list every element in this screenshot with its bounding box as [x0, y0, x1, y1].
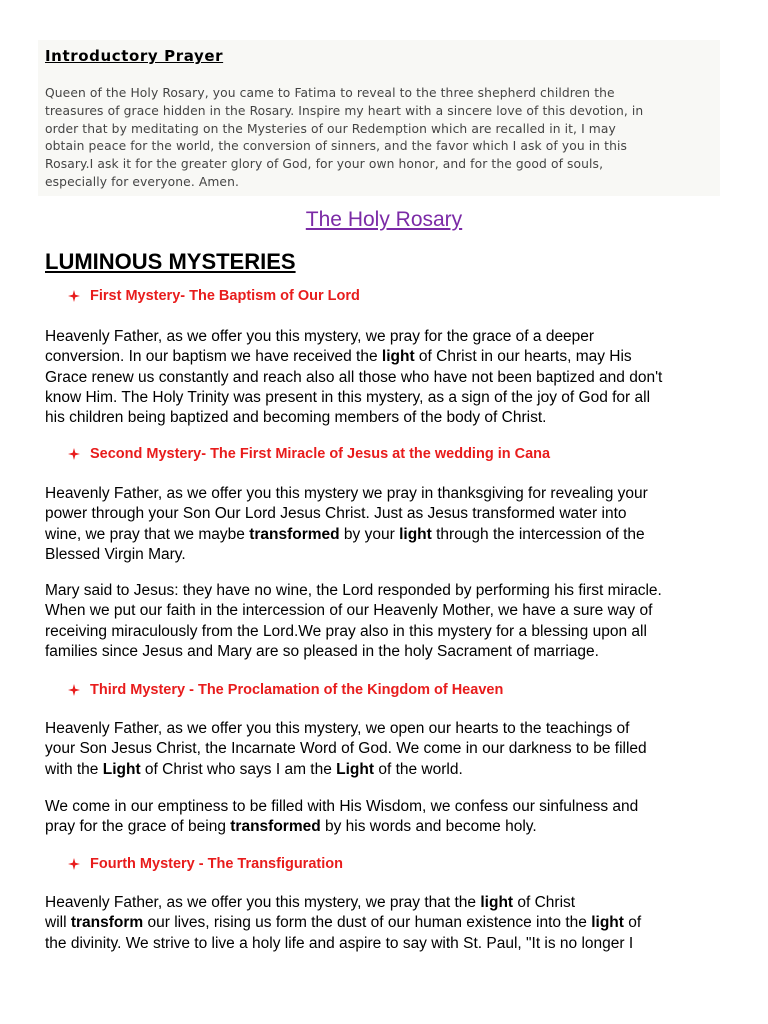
- paragraph-line: his children being baptized and becoming members of the body of Christ.: [45, 409, 547, 427]
- paragraph-line: power through your Son Our Lord Jesus Christ. Just as Jesus transformed water into: [45, 505, 627, 523]
- text-run: conversion. In our baptism we have received the: [45, 348, 382, 366]
- mystery-heading-text: Third Mystery - The Proclamation of the Kingdom of Heaven: [90, 682, 504, 698]
- intro-line: treasures of grace hidden in the Rosary. Inspire my heart with a sincere love of this devotion, in: [45, 103, 644, 118]
- paragraph-line: [45, 913, 745, 933]
- paragraph-line: receiving miraculously from the Lord.We pray also in this mystery for a blessing upon all: [45, 622, 647, 640]
- text-run: Heavenly Father, as we offer you this mystery, we pray that the: [45, 894, 481, 911]
- paragraph-3: [45, 581, 745, 662]
- paragraph-6: [45, 893, 745, 954]
- paragraph-line: Mary said to Jesus: they have no wine, the Lord responded by performing his first miracle.: [45, 582, 662, 599]
- paragraph-line: Heavenly Father, as we offer you this mystery, we pray for the grace of a deeper: [45, 328, 595, 345]
- paragraph-line: your Son Jesus Christ, the Incarnate Word of God. We come in our darkness to be filled: [45, 740, 647, 758]
- mystery-heading-2: [68, 446, 550, 462]
- mystery-heading-text: First Mystery- The Baptism of Our Lord: [90, 288, 360, 304]
- text-run: through the intercession of the: [431, 525, 645, 543]
- paragraph-line: families since Jesus and Mary are so pleased in the holy Sacrament of marriage.: [45, 642, 599, 660]
- diamond-bullet-icon: [68, 684, 80, 696]
- intro-line: Queen of the Holy Rosary, you came to Fatima to reveal to the three shepherd children the: [45, 86, 615, 100]
- text-run: will: [45, 914, 71, 932]
- paragraph-line: Grace renew us constantly and reach also all those who have not been baptized and don't: [45, 368, 663, 386]
- paragraph-2: [45, 484, 745, 565]
- mystery-heading-text: Second Mystery- The First Miracle of Jesus at the wedding in Cana: [90, 446, 551, 462]
- text-run: by your: [339, 525, 400, 543]
- mystery-heading-4: [68, 856, 343, 872]
- paragraph-line: know Him. The Holy Trinity was present in this mystery, as a sign of the joy of God for all: [45, 388, 651, 406]
- text-run: pray for the grace of being: [45, 818, 231, 836]
- bold-term: light: [381, 348, 415, 366]
- diamond-bullet-icon: [68, 448, 80, 460]
- mystery-heading-3: [68, 682, 503, 698]
- bold-term: light: [591, 914, 624, 932]
- paragraph-line: Heavenly Father, as we offer you this mystery we pray in thanksgiving for revealing your: [45, 485, 648, 502]
- intro-title: Introductory Prayer: [45, 47, 224, 65]
- paragraph-5: [45, 797, 745, 838]
- bold-term: transformed: [249, 525, 340, 543]
- intro-line: order that by meditating on the Mysteries of our Redemption which are recalled in it, I may: [45, 121, 616, 136]
- text-run: of: [623, 914, 642, 932]
- paragraph-line: [45, 760, 745, 780]
- text-run: our lives, rising us form the dust of our human existence into the: [143, 914, 592, 932]
- text-run: of Christ in our hearts, may His: [414, 348, 632, 366]
- paragraph-4: [45, 719, 745, 780]
- mystery-heading-1: [68, 288, 360, 304]
- paragraph-line: [45, 817, 745, 837]
- bold-term: transformed: [230, 818, 321, 836]
- intro-line: Rosary.I ask it for the greater glory of God, for your own honor, and for the good of souls,: [45, 157, 604, 172]
- document-title: The Holy Rosary: [305, 208, 463, 231]
- bold-term: transform: [70, 914, 144, 932]
- bold-term: light: [480, 894, 514, 911]
- paragraph-line: We come in our emptiness to be filled with His Wisdom, we confess our sinfulness and: [45, 798, 639, 815]
- paragraph-line: [45, 525, 745, 545]
- bold-term: Light: [336, 760, 375, 778]
- text-run: with the: [45, 760, 103, 778]
- bold-term: Light: [102, 760, 141, 778]
- diamond-bullet-icon: [68, 858, 80, 870]
- intro-prayer-text: [45, 85, 725, 192]
- paragraph-1: [45, 327, 745, 428]
- intro-line: obtain peace for the world, the conversion of sinners, and the favor which I ask of you in this: [45, 139, 627, 154]
- text-run: by his words and become holy.: [320, 818, 537, 836]
- text-run: wine, we pray that we maybe: [45, 525, 250, 543]
- bold-term: light: [399, 525, 432, 543]
- paragraph-line: the divinity. We strive to live a holy life and aspire to say with St. Paul, "It is no longer I: [45, 934, 634, 952]
- intro-line: especially for everyone. Amen.: [45, 174, 239, 189]
- text-run: of Christ who says I am the: [140, 760, 337, 778]
- mystery-heading-text: Fourth Mystery - The Transfiguration: [90, 856, 343, 872]
- paragraph-line: Heavenly Father, as we offer you this mystery, we open our hearts to the teachings of: [45, 720, 630, 737]
- diamond-bullet-icon: [68, 290, 80, 302]
- paragraph-line: Blessed Virgin Mary.: [45, 545, 186, 563]
- text-run: of Christ: [513, 894, 576, 911]
- paragraph-line: [45, 893, 745, 913]
- text-run: of the world.: [374, 760, 463, 778]
- paragraph-line: When we put our faith in the intercession of our Heavenly Mother, we have a sure way of: [45, 602, 653, 620]
- section-title: LUMINOUS MYSTERIES: [45, 249, 296, 274]
- paragraph-line: [45, 347, 745, 367]
